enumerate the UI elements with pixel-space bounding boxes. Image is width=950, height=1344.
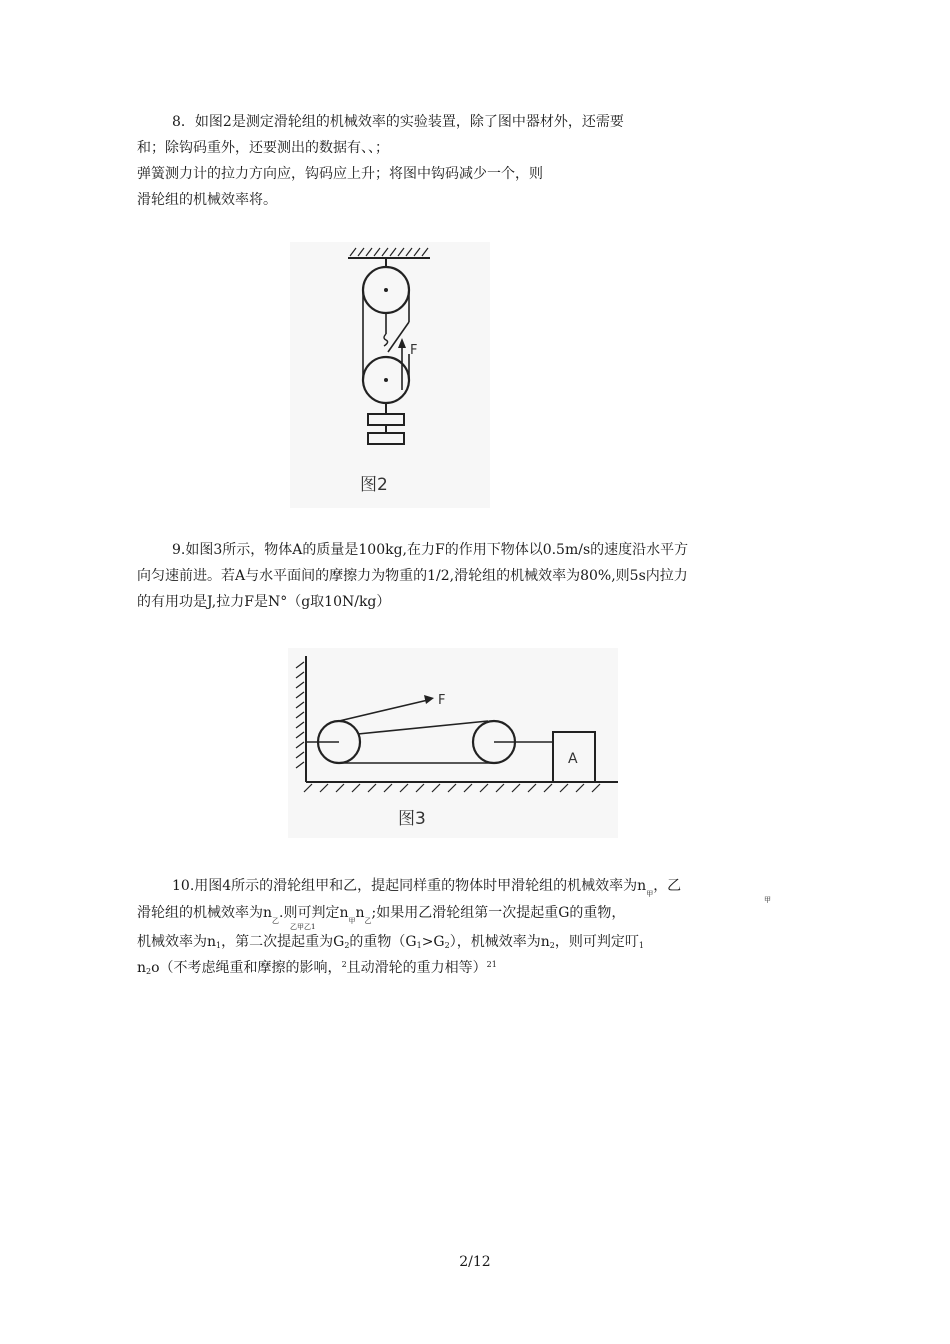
figure-2-pulley-diagram <box>290 242 490 508</box>
force-label: F <box>410 343 418 358</box>
page-number: 2/12 <box>459 1254 491 1270</box>
q8-line-2: 和；除钩码重外，还要测出的数据有、、； <box>137 140 389 156</box>
force-label: F <box>438 693 446 708</box>
q10-line-2: 滑轮组的机械效率为$n_乙$.则可判定$n_甲n_乙$;如果用乙滑轮组第一次提起重G的重物， <box>137 905 626 925</box>
q8-line-1: 8．如图2是测定滑轮组的机械效率的实验装置，除了图中器材外，还需要 <box>172 114 624 130</box>
block-label: A <box>568 751 578 767</box>
q9-line-1: 9.如图3所示，物体A的质量是100kg,在力F的作用下物体以0.5m/s的速度沿水平方 <box>172 542 689 558</box>
q9-line-2: 向匀速前进。若A与水平面间的摩擦力为物重的1/2,滑轮组的机械效率为80%,则5s内拉力 <box>137 568 688 584</box>
figure-3-caption: 图3 <box>398 809 426 829</box>
q10-line-3: 机械效率为$n_1$，第二次提起重为$G_2$的重物$(G_1>G_2)$，机械效率为$n_2$，则可判定叮$_1$ <box>137 934 644 950</box>
q10-line-1: 10.用图4所示的滑轮组甲和乙，提起同样重的物体时甲滑轮组的机械效率为$n_甲$，乙 <box>172 878 682 898</box>
q10-line-2-under: 乙甲乙1 <box>290 923 316 931</box>
q8-line-3: 弹簧测力计的拉力方向应，钩码应上升；将图中钩码减少一个，则 <box>137 166 543 182</box>
q9-line-3: 的有用功是J,拉力F是N°（g取10N/kg） <box>137 594 391 610</box>
figure-3-pulley-diagram <box>288 648 618 838</box>
q10-line-1-under: 甲 <box>764 896 771 904</box>
figure-2-caption: 图2 <box>360 475 388 495</box>
q10-line-4: $n_2o$（不考虑绳重和摩擦的影响，$^2$且动滑轮的重力相等）$^{21}$ <box>137 960 497 976</box>
q8-line-4: 滑轮组的机械效率将。 <box>137 192 277 208</box>
